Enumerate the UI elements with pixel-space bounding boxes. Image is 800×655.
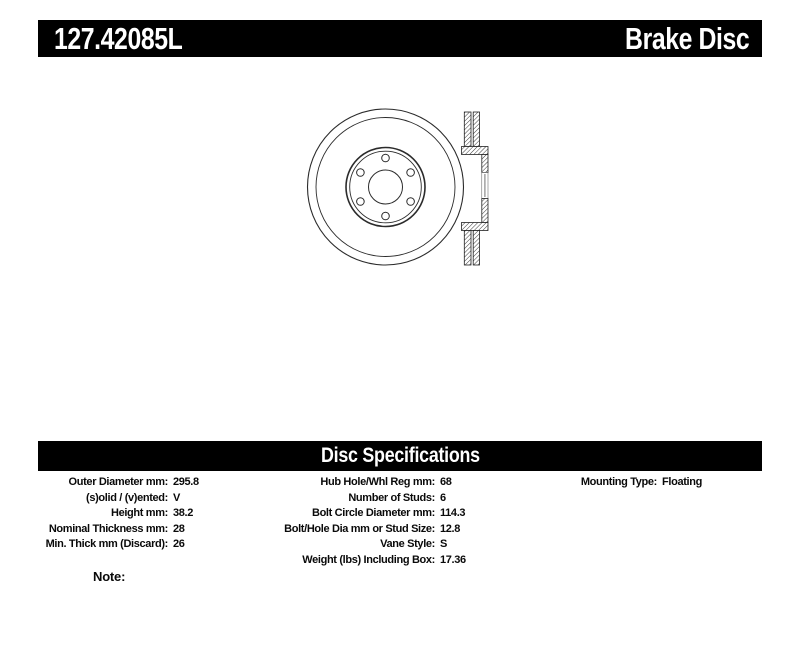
spec-section-title: Disc Specifications: [320, 444, 480, 467]
spec-row-min-thickness: [34, 537, 284, 553]
spec-row-vane-style: [277, 537, 562, 553]
spec-column-dimensions: [34, 475, 284, 553]
hat-bridge-bottom: [462, 223, 489, 231]
spec-value: 114.3: [440, 507, 466, 519]
note-label: Note:: [93, 569, 126, 584]
rotor-plate-inboard-bottom: [473, 231, 479, 266]
outer-diameter-circle: [308, 109, 464, 265]
spec-value: 28: [173, 522, 185, 535]
spec-value: V: [173, 491, 180, 504]
spec-value: 68: [440, 476, 452, 488]
spec-row-nominal-thickness: [34, 522, 284, 538]
spec-row-hub-hole: [277, 475, 562, 491]
part-number: 127.42085L: [54, 20, 183, 56]
spec-label: (s)olid / (v)ented:: [86, 491, 168, 504]
spec-label: Bolt/Hole Dia mm or Stud Size:: [284, 522, 435, 535]
spec-row-height: [34, 506, 284, 522]
stud-hole: [407, 198, 415, 206]
spec-value: 38.2: [173, 507, 194, 519]
spec-value: 12.8: [440, 522, 461, 535]
spec-label: Hub Hole/Whl Reg mm:: [320, 476, 435, 488]
spec-value: 26: [173, 538, 185, 550]
spec-label: Outer Diameter mm:: [68, 476, 168, 488]
spec-label: Mounting Type:: [580, 476, 657, 488]
center-hole-circle: [369, 170, 403, 204]
spec-value: 6: [440, 491, 446, 504]
spec-label: Weight (lbs) Including Box:: [302, 553, 435, 566]
hat-bridge-top: [462, 147, 489, 155]
stud-holes: [357, 154, 415, 220]
stud-hole: [382, 212, 390, 220]
spec-row-weight: [277, 553, 562, 569]
spec-label: Vane Style:: [380, 538, 435, 550]
stud-hole: [382, 154, 390, 162]
spec-label: Height mm:: [110, 507, 168, 519]
stud-hole: [407, 169, 415, 177]
spec-label: Bolt Circle Diameter mm:: [311, 507, 435, 519]
spec-row-number-of-studs: [277, 491, 562, 507]
hat-flange-upper: [482, 155, 488, 173]
spec-row-outer-diameter: [34, 475, 284, 491]
hub-ring-outer-circle: [346, 148, 425, 227]
rotor-plate-outboard-bottom: [464, 231, 471, 266]
hat-flange-lower: [482, 199, 488, 223]
stud-hole: [357, 169, 365, 177]
spec-value: 17.36: [440, 553, 466, 566]
brake-disc-technical-drawing: [295, 100, 500, 275]
title-bar: [38, 20, 762, 57]
braking-surface-circle: [316, 118, 455, 257]
rotor-plate-outboard-top: [464, 112, 471, 147]
spec-label: Number of Studs:: [348, 491, 435, 504]
spec-value: S: [440, 538, 447, 550]
spec-row-solid-vented: [34, 491, 284, 507]
disc-cross-section-view: [462, 112, 489, 265]
disc-front-view: [308, 109, 464, 265]
spec-column-mounting: [557, 475, 767, 491]
spec-value: Floating: [662, 476, 702, 488]
spec-row-mounting-type: [557, 475, 767, 491]
product-type-title: Brake Disc: [624, 20, 749, 56]
spec-row-bolt-circle-diameter: [277, 506, 562, 522]
spec-label: Nominal Thickness mm:: [48, 522, 168, 535]
spec-label: Min. Thick mm (Discard):: [45, 538, 168, 550]
spec-section-header: [38, 441, 762, 471]
rotor-plate-inboard-top: [473, 112, 479, 147]
spec-row-bolt-hole-dia: [277, 522, 562, 538]
stud-hole: [357, 198, 365, 206]
spec-column-hub: [277, 475, 562, 568]
spec-value: 295.8: [173, 476, 199, 488]
